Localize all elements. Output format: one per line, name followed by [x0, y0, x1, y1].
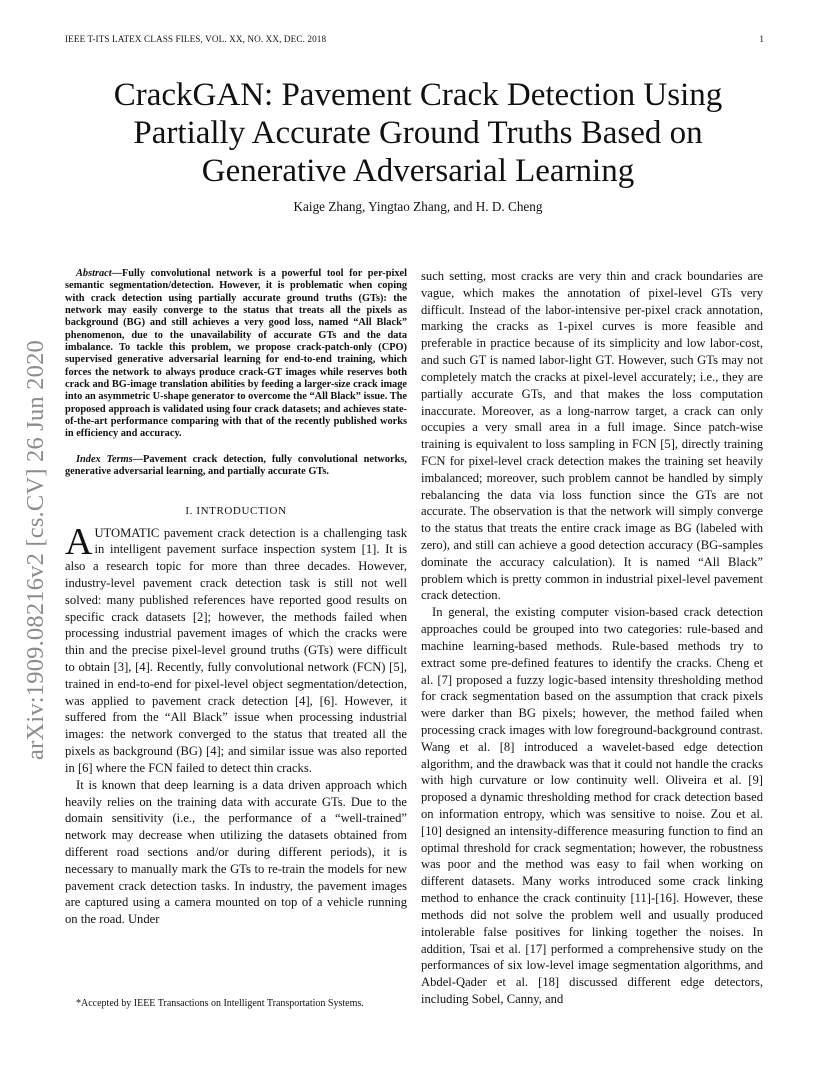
- index-terms-text: —Pavement crack detection, fully convolutional networks, generative adversarial learning, and partially accurate GTs.: [65, 453, 407, 478]
- running-header: IEEE T-ITS LATEX CLASS FILES, VOL. XX, NO. XX, DEC. 2018: [65, 34, 327, 44]
- drop-cap: A: [65, 520, 93, 563]
- page-number: 1: [759, 34, 764, 44]
- index-terms-label: Index Terms: [76, 453, 133, 465]
- index-terms: [65, 454, 407, 479]
- author-list: Kaige Zhang, Yingtao Zhang, and H. D. Cheng: [293, 199, 543, 214]
- left-column: [65, 268, 407, 928]
- arxiv-stamp: arXiv:1909.08216v2 [cs.CV] 26 Jun 2020: [22, 340, 49, 760]
- section-heading-introduction: I. INTRODUCTION: [185, 504, 287, 517]
- intro-paragraph-4: In general, the existing computer vision-based crack detection approaches could be grouped into two categories: rule-based and machine learning-based methods. Rule-based methods try to extract some pre-defined features to identify the cracks. Cheng et al. [7] proposed a fuzzy logic-based intensity thresholding method for crack segmentation based on the assumption that crack pixels were darker than BG pixels; however, the method failed when processing crack images with low foreground-background contrast. Wang et al. [8] introduced a wavelet-based edge detection algorithm, and the drawback was that it could not handle the cracks with high curvature or low continuity well. Oliveira et al. [9] proposed a dynamic thresholding method for crack detection based on information entropy, which was sensitive to noise. Zou et al. [10] designed an intensity-difference measuring function to find an optimal threshold for crack segmentation; however, the robustness was poor and the method was easy to fail when working on different datasets. Many works introduced some crack linking method to enhance the crack continuity [11]-[16]. However, these methods did not solve the problem well and usually produced intolerable false positives for linking together the noises. In addition, Tsai et al. [17] performed a comprehensive study on the performances of six low-level image segmentation algorithms, and Abdel-Qader et al. [18] discussed different edge detectors, including Sobel, Canny, and: [421, 605, 763, 1006]
- right-column: [421, 268, 763, 1008]
- intro-paragraph-2: It is known that deep learning is a data driven approach which heavily relies on the training data with accurate GTs. Due to the domain sensitivity (i.e., the performance of a “well-trained” network may decrease when utilizing the datasets obtained from different road sections and/or during different periods), it is necessary to manually mark the GTs to re-train the models for new pavement crack detection tasks. In industry, the pavement images are captured using a camera mounted on top of a vehicle running on the road. Under: [65, 777, 407, 927]
- abstract-text: —Fully convolutional network is a powerful tool for per-pixel semantic segmentation/detection. However, it is problematic when coping with crack detection using partially accurate ground truths (GTs): the network may easily converge to the status that treats all the pixels as background (BG) and still achieves a very good loss, named “All Black” phenomenon, due to the unavailability of accurate GTs and the data imbalance. To tackle this problem, we propose crack-patch-only (CPO) supervised generative adversarial learning for end-to-end training, which forces the network to always produce crack-GT images while reserves both crack and BG-image translation abilities by feeding a larger-size crack image into an asymmetric U-shape generator to overcome the “All Black” issue. The proposed approach is validated using four crack datasets; and achieves state-of-the-art performance comparing with that of the recently published works in efficiency and accuracy.: [65, 268, 407, 440]
- abstract-label: Abstract: [76, 268, 112, 279]
- paper-title: CrackGAN: Pavement Crack Detection Using Partially Accurate Ground Truths Based on Generative Adversarial Learning: [113, 77, 723, 189]
- intro-paragraph-3: such setting, most cracks are very thin and crack boundaries are vague, which makes the annotation of pixel-level GTs very difficult. Instead of the labor-intensive per-pixel crack annotation, marking the cracks as 1-pixel curves is more feasible and preferable in practice because of its simplicity and low labor-cost, and such GT is named labor-light GT. However, such GTs may not completely match the cracks at pixel-level accurately; i.e., they are partially accurate GTs, and that makes the loss computation inaccurate. Moreover, as a long-narrow target, a crack can only occupies a very small area in a full image. Since patch-wise training is equivalent to loss sampling in FCN [5], directly training FCN for pixel-level crack detection makes the training set heavily imbalanced; moreover, such problem cannot be handled by simply rebalancing the data via loss function since the GTs are not accurate. The observation is that the network will simply converge to the status that treats the entire crack image as BG (labeled with zero), and still can achieve a good detection accuracy (BG-samples dominate the accuracy calculation). It is named “All Black” problem which is pretty common in industrial pixel-level pavement crack detection.: [421, 269, 763, 603]
- intro-paragraph-1: [65, 520, 407, 777]
- abstract: [65, 268, 407, 441]
- intro-paragraph-1-text: UTOMATIC pavement crack detection is a challenging task in intelligent pavement surface inspection system [1]. It is also a research topic for more than three decades. However, industry-level pavement crack detection task is still not well solved: many published references have reported good results on specific crack datasets [2]; however, the methods failed when processing industrial pavement images of which the cracks were thin and the precise pixel-level ground truths (GTs) were difficult to obtain [3], [4]. Recently, fully convolutional network (FCN) [5], trained in end-to-end for pixel-level object segmentation/detection, was applied to pavement crack detection [4], [6]. However, it suffered from the “All Black” issue when processing industrial images: the network converged to the status that treated all the pixels as background (BG) [4]; and similar issue was also reported in [6] where the FCN failed to detect thin cracks.: [65, 525, 407, 775]
- footnote: *Accepted by IEEE Transactions on Intelligent Transportation Systems.: [76, 998, 364, 1009]
